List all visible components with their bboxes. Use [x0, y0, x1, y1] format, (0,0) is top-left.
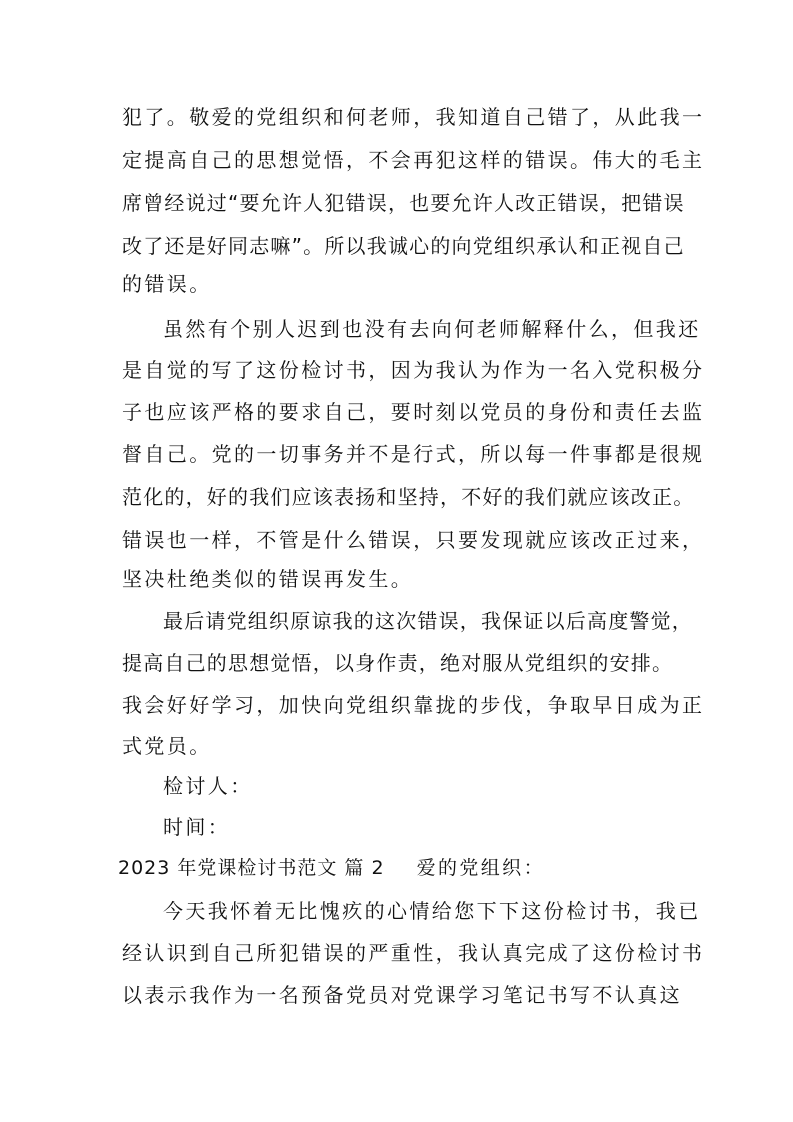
paragraph-2-line-2: 是自觉的写了这份检讨书，因为我认为作为一名入党积极分: [122, 358, 705, 382]
reviewer-label: 检讨人：: [163, 774, 253, 798]
paragraph-2-line-4: 督自己。党的一切事务并不是行式，所以每一件事都是很规: [122, 442, 705, 466]
paragraph-2-line-3: 子也应该严格的要求自己，要时刻以党员的身份和责任去监: [122, 400, 705, 424]
paragraph-2-line-6: 错误也一样，不管是什么错误，只要发现就应该改正过来，: [122, 528, 705, 552]
paragraph-2-line-5: 范化的，好的我们应该表扬和坚持，不好的我们就应该改正。: [122, 485, 695, 509]
paragraph-2-line-7: 坚决杜绝类似的错误再发生。: [122, 567, 414, 591]
paragraph-4-line-2: 经认识到自己所犯错误的严重性，我认真完成了这份检讨书: [122, 941, 705, 965]
section-heading-salutation: 爱的党组织：: [416, 857, 545, 879]
paragraph-1-line-3: 席曾经说过“要允许人犯错误，也要允许人改正错误，把错误: [122, 191, 685, 215]
paragraph-2-line-1: 虽然有个别人迟到也没有去向何老师解释什么，但我还: [163, 317, 701, 341]
paragraph-3-line-3: 我会好好学习，加快向党组织靠拢的步伐，争取早日成为正: [122, 693, 705, 717]
time-label-visible: 时间：: [163, 815, 231, 839]
section-heading-title: 2023 年党课检讨书范文 篇 2: [118, 857, 385, 879]
paragraph-4-line-1: 今天我怀着无比愧疚的心情给您下下这份检讨书，我已: [163, 899, 701, 923]
paragraph-1-line-5: 的错误。: [122, 272, 212, 296]
section-heading: [118, 855, 545, 881]
paragraph-1-line-4: 改了还是好同志嘛”。所以我诚心的向党组织承认和正视自己: [122, 234, 685, 258]
paragraph-3-line-1: 最后请党组织原谅我的这次错误，我保证以后高度警觉，: [163, 609, 693, 633]
paragraph-1-line-2: 定提高自己的思想觉悟，不会再犯这样的错误。伟大的毛主: [122, 148, 705, 172]
paragraph-4-line-3: 以表示我作为一名预备党员对党课学习笔记书写不认真这: [122, 983, 682, 1007]
paragraph-3-line-2: 提高自己的思想觉悟，以身作责，绝对服从党组织的安排。: [122, 651, 674, 675]
paragraph-1-line-1: 犯了。敬爱的党组织和何老师，我知道自己错了，从此我一: [122, 105, 705, 129]
paragraph-3-line-4: 式党员。: [122, 734, 212, 758]
